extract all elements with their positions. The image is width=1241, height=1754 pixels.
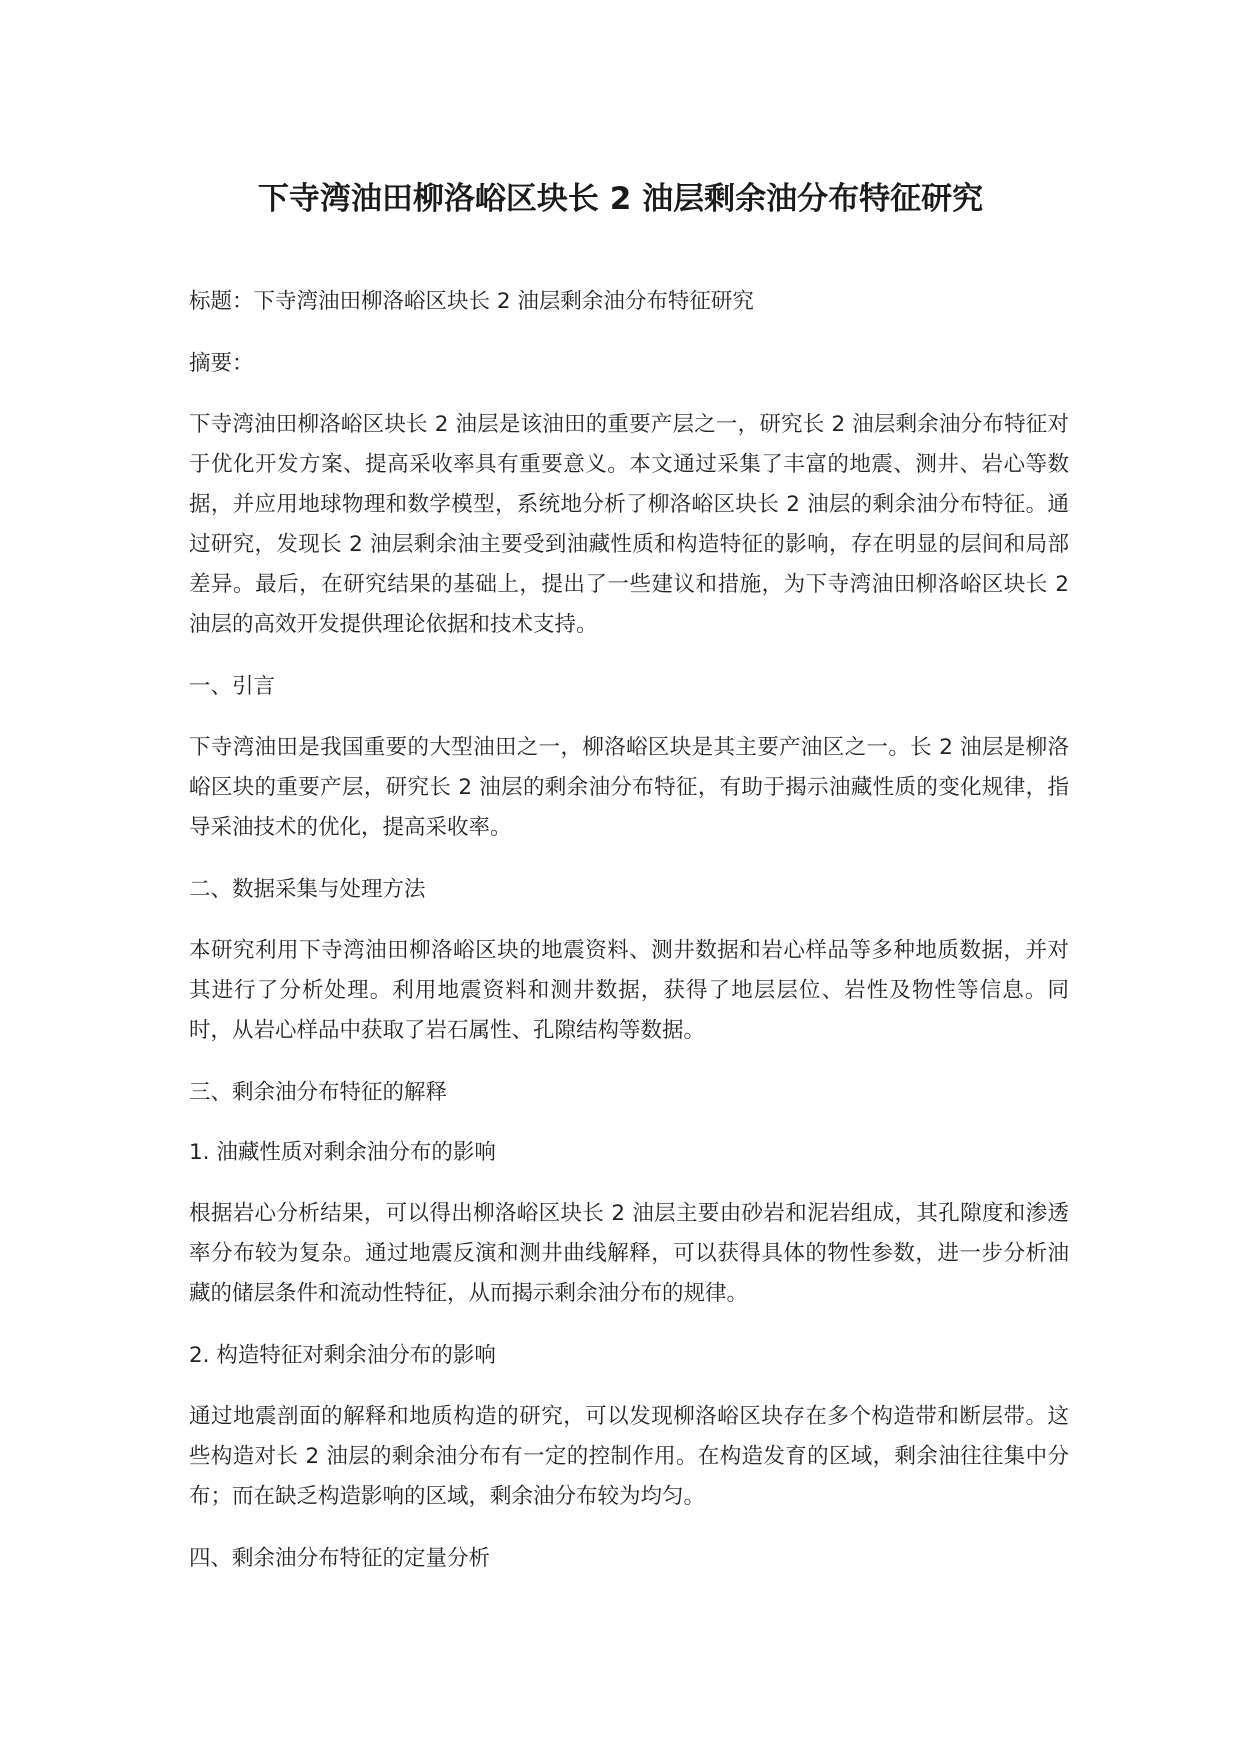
subsection-3-1-heading: 1. 油藏性质对剩余油分布的影响 [189,1140,496,1165]
section-2-heading: 二、数据采集与处理方法 [189,877,426,902]
section-1-heading: 一、引言 [189,674,276,699]
title-line: 标题：下寺湾油田柳洛峪区块长 2 油层剩余油分布特征研究 [189,289,754,314]
document-body [189,282,1069,1600]
abstract-label: 摘要： [189,351,254,376]
subsection-3-2-heading: 2. 构造特征对剩余油分布的影响 [189,1343,496,1368]
section-4-heading: 四、剩余油分布特征的定量分析 [189,1546,491,1571]
document-title: 下寺湾油田柳洛峪区块长 2 油层剩余油分布特征研究 [257,181,984,217]
section-3-heading: 三、剩余油分布特征的解释 [189,1080,448,1105]
abstract-text: 下寺湾油田柳洛峪区块长 2 油层是该油田的重要产层之一，研究长 2 油层剩余油分布特征对于优化开发方案、提高采收率具有重要意义。本文通过采集了丰富的地震、测井、岩心等数据，并应用地球物理和数学模型，系统地分析了柳洛峪区块长 2 油层的剩余油分布特征。通过研究，发现长 2 油层剩余油主要受到油藏性质和构造特征的影响，存在明显的层间和局部差异。最后，在研究结果的基础上，提出了一些建议和措施，为下寺湾油田柳洛峪区块长 2 油层的高效开发提供理论依据和技术支持。 [189,412,1069,637]
section-2-text: 本研究利用下寺湾油田柳洛峪区块的地震资料、测井数据和岩心样品等多种地质数据，并对其进行了分析处理。利用地震资料和测井数据，获得了地层层位、岩性及物性等信息。同时，从岩心样品中获取了岩石属性、孔隙结构等数据。 [189,938,1069,1043]
section-1-text: 下寺湾油田是我国重要的大型油田之一，柳洛峪区块是其主要产油区之一。长 2 油层是柳洛峪区块的重要产层，研究长 2 油层的剩余油分布特征，有助于揭示油藏性质的变化规律，指导采油技术的优化，提高采收率。 [189,735,1069,840]
subsection-3-2-text: 通过地震剖面的解释和地质构造的研究，可以发现柳洛峪区块存在多个构造带和断层带。这些构造对长 2 油层的剩余油分布有一定的控制作用。在构造发育的区域，剩余油往往集中分布；而在缺乏构造影响的区域，剩余油分布较为均匀。 [189,1404,1069,1509]
subsection-3-1-text: 根据岩心分析结果，可以得出柳洛峪区块长 2 油层主要由砂岩和泥岩组成，其孔隙度和渗透率分布较为复杂。通过地震反演和测井曲线解释，可以获得具体的物性参数，进一步分析油藏的储层条件和流动性特征，从而揭示剩余油分布的规律。 [189,1201,1069,1306]
